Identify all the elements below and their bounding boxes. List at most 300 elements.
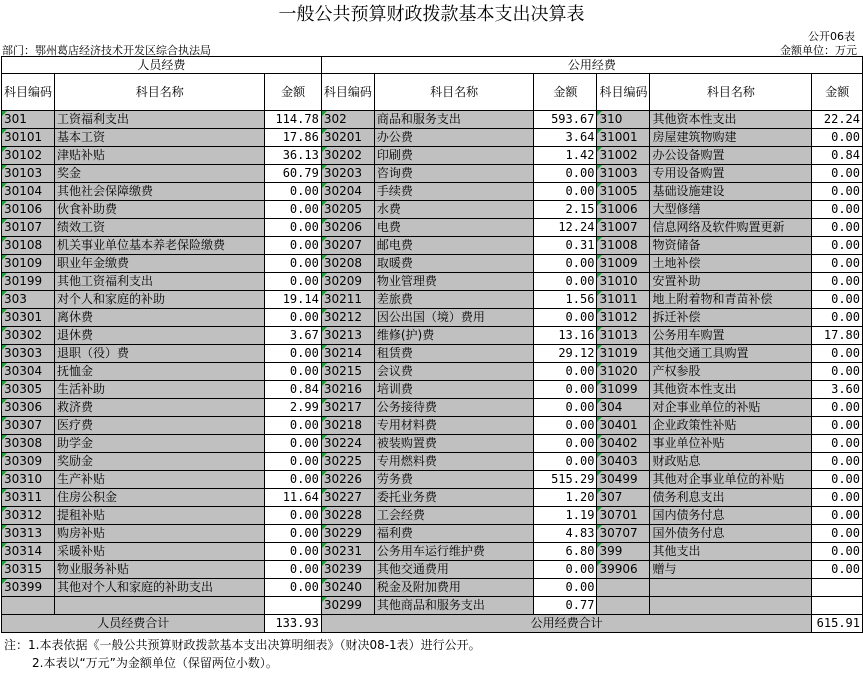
cell-name: 其他交通工具购置	[650, 345, 812, 363]
cell-amount: 0.00	[812, 561, 863, 579]
cell-amount: 0.00	[265, 471, 321, 489]
cell-amount: 4.83	[534, 525, 597, 543]
cell-code: 30207	[321, 237, 374, 255]
cell-name: 医疗费	[55, 417, 265, 435]
cell-name: 提租补贴	[55, 507, 265, 525]
cell-amount: 0.00	[265, 543, 321, 561]
cell-name: 公务用车购置	[650, 327, 812, 345]
cell-code: 31006	[597, 201, 650, 219]
cell-code: 30102	[2, 147, 55, 165]
cell-name: 会议费	[374, 363, 534, 381]
cell-amount: 0.00	[812, 183, 863, 201]
cell-amount: 0.00	[812, 543, 863, 561]
table-row	[2, 201, 863, 219]
cell-empty	[55, 597, 265, 615]
cell-name: 奖金	[55, 165, 265, 183]
cell-code: 30209	[321, 273, 374, 291]
cell-amount: 0.00	[265, 453, 321, 471]
cell-name: 其他支出	[650, 543, 812, 561]
cell-amount: 114.78	[265, 111, 321, 129]
group-header-public: 公用经费	[321, 57, 862, 74]
cell-name: 房屋建筑物购建	[650, 129, 812, 147]
group-header-personnel: 人员经费	[2, 57, 322, 74]
cell-code: 31003	[597, 165, 650, 183]
cell-empty	[597, 579, 650, 597]
cell-empty	[650, 579, 812, 597]
cell-amount: 0.00	[812, 363, 863, 381]
cell-amount: 0.00	[812, 255, 863, 273]
header-name: 科目名称	[374, 74, 534, 111]
cell-amount: 0.00	[812, 237, 863, 255]
cell-amount: 19.14	[265, 291, 321, 309]
cell-code: 31010	[597, 273, 650, 291]
cell-amount: 1.42	[534, 147, 597, 165]
cell-code: 30311	[2, 489, 55, 507]
cell-name: 其他商品和服务支出	[374, 597, 534, 615]
totals-row	[2, 615, 863, 633]
cell-name: 职业年金缴费	[55, 255, 265, 273]
cell-amount: 0.00	[265, 219, 321, 237]
cell-name: 生产补贴	[55, 471, 265, 489]
cell-name: 物业服务补贴	[55, 561, 265, 579]
cell-name: 财政贴息	[650, 453, 812, 471]
cell-code: 304	[597, 399, 650, 417]
cell-name: 事业单位补贴	[650, 435, 812, 453]
header-code: 科目编码	[2, 74, 55, 111]
cell-code: 30305	[2, 381, 55, 399]
cell-amount: 0.00	[534, 399, 597, 417]
cell-code: 31002	[597, 147, 650, 165]
cell-amount: 0.00	[265, 273, 321, 291]
cell-name: 福利费	[374, 525, 534, 543]
cell-code: 30303	[2, 345, 55, 363]
cell-name: 工会经费	[374, 507, 534, 525]
cell-amount: 17.86	[265, 129, 321, 147]
cell-name: 工资福利支出	[55, 111, 265, 129]
cell-amount: 0.00	[265, 237, 321, 255]
cell-code: 31007	[597, 219, 650, 237]
cell-code: 30701	[597, 507, 650, 525]
cell-code: 30240	[321, 579, 374, 597]
table-row	[2, 147, 863, 165]
cell-name: 其他工资福利支出	[55, 273, 265, 291]
cell-code: 30226	[321, 471, 374, 489]
cell-name: 专用燃料费	[374, 453, 534, 471]
cell-amount: 0.00	[812, 399, 863, 417]
table-row	[2, 399, 863, 417]
cell-name: 大型修缮	[650, 201, 812, 219]
cell-name: 手续费	[374, 183, 534, 201]
unit-label: 金额单位：万元	[780, 44, 857, 57]
cell-code: 30231	[321, 543, 374, 561]
note-2: 2.本表以“万元”为金额单位（保留两位小数）。	[32, 656, 278, 670]
cell-amount: 0.00	[265, 417, 321, 435]
cell-amount: 0.77	[534, 597, 597, 615]
cell-code: 30104	[2, 183, 55, 201]
cell-amount: 29.12	[534, 345, 597, 363]
cell-amount: 593.67	[534, 111, 597, 129]
cell-name: 公务接待费	[374, 399, 534, 417]
table-row	[2, 255, 863, 273]
table-row	[2, 597, 863, 615]
cell-name: 咨询费	[374, 165, 534, 183]
table-row	[2, 273, 863, 291]
cell-amount: 3.64	[534, 129, 597, 147]
cell-code: 30227	[321, 489, 374, 507]
personnel-total-value: 133.93	[265, 615, 321, 633]
cell-code: 30306	[2, 399, 55, 417]
cell-name: 其他对企事业单位的补贴	[650, 471, 812, 489]
cell-code: 30707	[597, 525, 650, 543]
cell-name: 物资储备	[650, 237, 812, 255]
cell-amount: 60.79	[265, 165, 321, 183]
cell-name: 救济费	[55, 399, 265, 417]
cell-name: 对个人和家庭的补助	[55, 291, 265, 309]
cell-code: 31012	[597, 309, 650, 327]
cell-amount: 0.00	[265, 561, 321, 579]
cell-name: 商品和服务支出	[374, 111, 534, 129]
cell-amount: 0.00	[534, 255, 597, 273]
cell-code: 30107	[2, 219, 55, 237]
table-row	[2, 381, 863, 399]
header-name: 科目名称	[55, 74, 265, 111]
cell-code: 30215	[321, 363, 374, 381]
cell-amount: 3.67	[265, 327, 321, 345]
cell-amount: 1.19	[534, 507, 597, 525]
cell-name: 劳务费	[374, 471, 534, 489]
cell-amount: 2.99	[265, 399, 321, 417]
public-total-label: 公用经费合计	[321, 615, 812, 633]
cell-amount: 0.00	[812, 345, 863, 363]
cell-name: 专用材料费	[374, 417, 534, 435]
table-row	[2, 183, 863, 201]
cell-name: 其他资本性支出	[650, 381, 812, 399]
cell-amount: 12.24	[534, 219, 597, 237]
cell-amount: 0.00	[534, 273, 597, 291]
cell-amount: 0.00	[534, 579, 597, 597]
cell-code: 30302	[2, 327, 55, 345]
cell-name: 赠与	[650, 561, 812, 579]
cell-name: 国外债务付息	[650, 525, 812, 543]
cell-amount: 1.20	[534, 489, 597, 507]
cell-empty	[812, 597, 863, 615]
cell-code: 30108	[2, 237, 55, 255]
cell-code: 31001	[597, 129, 650, 147]
cell-name: 安置补助	[650, 273, 812, 291]
cell-amount: 6.80	[534, 543, 597, 561]
cell-name: 其他资本性支出	[650, 111, 812, 129]
table-row	[2, 219, 863, 237]
cell-amount: 0.00	[812, 489, 863, 507]
cell-amount: 0.00	[265, 579, 321, 597]
cell-amount: 0.00	[812, 201, 863, 219]
cell-code: 30399	[2, 579, 55, 597]
table-row	[2, 129, 863, 147]
cell-name: 退休费	[55, 327, 265, 345]
table-row	[2, 579, 863, 597]
cell-name: 债务利息支出	[650, 489, 812, 507]
cell-name: 伙食补助费	[55, 201, 265, 219]
cell-code: 30203	[321, 165, 374, 183]
cell-amount: 515.29	[534, 471, 597, 489]
cell-name: 离休费	[55, 309, 265, 327]
cell-code: 31013	[597, 327, 650, 345]
cell-name: 机关事业单位基本养老保险缴费	[55, 237, 265, 255]
cell-code: 30313	[2, 525, 55, 543]
cell-code: 399	[597, 543, 650, 561]
cell-code: 31099	[597, 381, 650, 399]
cell-code: 303	[2, 291, 55, 309]
cell-name: 采暖补贴	[55, 543, 265, 561]
cell-name: 办公设备购置	[650, 147, 812, 165]
cell-amount: 0.00	[812, 471, 863, 489]
cell-amount: 0.00	[812, 273, 863, 291]
cell-name: 水费	[374, 201, 534, 219]
personnel-total-label: 人员经费合计	[2, 615, 265, 633]
cell-code: 30224	[321, 435, 374, 453]
cell-name: 维修(护)费	[374, 327, 534, 345]
cell-empty	[812, 579, 863, 597]
cell-amount: 0.00	[534, 183, 597, 201]
cell-code: 30229	[321, 525, 374, 543]
cell-code: 30301	[2, 309, 55, 327]
cell-name: 其他交通费用	[374, 561, 534, 579]
cell-name: 津贴补贴	[55, 147, 265, 165]
cell-name: 抚恤金	[55, 363, 265, 381]
table-row	[2, 543, 863, 561]
cell-name: 物业管理费	[374, 273, 534, 291]
header-amount: 金额	[812, 74, 863, 111]
cell-name: 信息网络及软件购置更新	[650, 219, 812, 237]
cell-code: 310	[597, 111, 650, 129]
cell-code: 31009	[597, 255, 650, 273]
cell-amount: 0.00	[534, 453, 597, 471]
cell-name: 拆迁补偿	[650, 309, 812, 327]
cell-name: 助学金	[55, 435, 265, 453]
cell-code: 30216	[321, 381, 374, 399]
expenditure-table	[1, 56, 863, 633]
cell-code: 30109	[2, 255, 55, 273]
cell-empty	[2, 597, 55, 615]
header-amount: 金额	[265, 74, 321, 111]
cell-name: 对企事业单位的补贴	[650, 399, 812, 417]
cell-name: 培训费	[374, 381, 534, 399]
cell-amount: 0.00	[265, 255, 321, 273]
cell-amount: 0.00	[812, 507, 863, 525]
cell-amount: 0.00	[265, 183, 321, 201]
department-label: 部门：鄂州葛店经济技术开发区综合执法局	[2, 44, 211, 57]
cell-name: 其他对个人和家庭的补助支出	[55, 579, 265, 597]
cell-amount: 0.84	[265, 381, 321, 399]
cell-code: 30402	[597, 435, 650, 453]
cell-name: 绩效工资	[55, 219, 265, 237]
cell-code: 30401	[597, 417, 650, 435]
cell-code: 302	[321, 111, 374, 129]
cell-amount: 0.00	[812, 435, 863, 453]
cell-code: 30106	[2, 201, 55, 219]
cell-name: 产权参股	[650, 363, 812, 381]
cell-amount: 0.00	[534, 381, 597, 399]
cell-amount: 0.31	[534, 237, 597, 255]
cell-code: 307	[597, 489, 650, 507]
header-code: 科目编码	[597, 74, 650, 111]
cell-amount: 36.13	[265, 147, 321, 165]
table-row	[2, 471, 863, 489]
header-name: 科目名称	[650, 74, 812, 111]
cell-name: 土地补偿	[650, 255, 812, 273]
cell-amount: 0.00	[812, 309, 863, 327]
table-row	[2, 561, 863, 579]
cell-code: 30499	[597, 471, 650, 489]
cell-name: 退职（役）费	[55, 345, 265, 363]
cell-code: 30206	[321, 219, 374, 237]
cell-amount: 22.24	[812, 111, 863, 129]
cell-code: 31008	[597, 237, 650, 255]
table-row	[2, 327, 863, 345]
cell-name: 奖励金	[55, 453, 265, 471]
cell-amount: 0.00	[265, 201, 321, 219]
cell-code: 30204	[321, 183, 374, 201]
cell-name: 因公出国（境）费用	[374, 309, 534, 327]
cell-amount: 0.00	[534, 561, 597, 579]
cell-code: 30299	[321, 597, 374, 615]
cell-name: 其他社会保障缴费	[55, 183, 265, 201]
table-row	[2, 345, 863, 363]
cell-code: 30225	[321, 453, 374, 471]
cell-amount: 0.00	[265, 525, 321, 543]
table-row	[2, 237, 863, 255]
cell-amount: 0.00	[534, 435, 597, 453]
cell-amount: 0.00	[812, 525, 863, 543]
cell-code: 39906	[597, 561, 650, 579]
cell-name: 住房公积金	[55, 489, 265, 507]
cell-amount: 0.00	[265, 507, 321, 525]
cell-code: 30213	[321, 327, 374, 345]
cell-amount: 1.56	[534, 291, 597, 309]
table-row	[2, 291, 863, 309]
cell-name: 国内债务付息	[650, 507, 812, 525]
table-row	[2, 363, 863, 381]
table-row	[2, 309, 863, 327]
cell-code: 31011	[597, 291, 650, 309]
cell-amount: 0.00	[812, 165, 863, 183]
cell-amount: 2.15	[534, 201, 597, 219]
public-total-value: 615.91	[812, 615, 863, 633]
cell-code: 30212	[321, 309, 374, 327]
cell-amount: 11.64	[265, 489, 321, 507]
cell-code: 30310	[2, 471, 55, 489]
cell-name: 购房补贴	[55, 525, 265, 543]
cell-amount: 0.00	[534, 165, 597, 183]
cell-code: 31005	[597, 183, 650, 201]
cell-amount: 0.00	[534, 417, 597, 435]
cell-name: 差旅费	[374, 291, 534, 309]
table-row	[2, 111, 863, 129]
cell-amount: 3.60	[812, 381, 863, 399]
cell-name: 被装购置费	[374, 435, 534, 453]
cell-name: 基本工资	[55, 129, 265, 147]
cell-code: 30205	[321, 201, 374, 219]
cell-code: 30202	[321, 147, 374, 165]
cell-code: 30309	[2, 453, 55, 471]
table-row	[2, 489, 863, 507]
note-1: 注：1.本表依据《一般公共预算财政拨款基本支出决算明细表》（财决08-1表）进行公开。	[4, 638, 481, 652]
cell-amount: 0.00	[812, 453, 863, 471]
cell-name: 办公费	[374, 129, 534, 147]
cell-code: 31019	[597, 345, 650, 363]
cell-name: 邮电费	[374, 237, 534, 255]
cell-name: 电费	[374, 219, 534, 237]
cell-name: 公务用车运行维护费	[374, 543, 534, 561]
cell-amount: 0.00	[534, 309, 597, 327]
cell-amount: 0.00	[265, 435, 321, 453]
cell-code: 30239	[321, 561, 374, 579]
cell-code: 30101	[2, 129, 55, 147]
cell-amount: 0.00	[812, 219, 863, 237]
cell-empty	[265, 597, 321, 615]
cell-code: 30199	[2, 273, 55, 291]
cell-code: 30201	[321, 129, 374, 147]
cell-code: 30312	[2, 507, 55, 525]
cell-code: 30304	[2, 363, 55, 381]
cell-name: 租赁费	[374, 345, 534, 363]
table-row	[2, 507, 863, 525]
cell-code: 30214	[321, 345, 374, 363]
form-code: 公开06表	[808, 30, 855, 43]
cell-name: 税金及附加费用	[374, 579, 534, 597]
cell-code: 30403	[597, 453, 650, 471]
cell-amount: 0.00	[534, 363, 597, 381]
table-row	[2, 435, 863, 453]
table-row	[2, 525, 863, 543]
cell-empty	[650, 597, 812, 615]
cell-code: 30218	[321, 417, 374, 435]
cell-amount: 13.16	[534, 327, 597, 345]
cell-code: 30315	[2, 561, 55, 579]
cell-code: 31020	[597, 363, 650, 381]
header-amount: 金额	[534, 74, 597, 111]
cell-name: 专用设备购置	[650, 165, 812, 183]
cell-amount: 0.84	[812, 147, 863, 165]
cell-code: 30208	[321, 255, 374, 273]
page-title: 一般公共预算财政拨款基本支出决算表	[278, 4, 585, 25]
cell-code: 30307	[2, 417, 55, 435]
cell-name: 地上附着物和青苗补偿	[650, 291, 812, 309]
cell-name: 委托业务费	[374, 489, 534, 507]
cell-empty	[597, 597, 650, 615]
cell-name: 企业政策性补贴	[650, 417, 812, 435]
cell-amount: 0.00	[265, 309, 321, 327]
table-row	[2, 165, 863, 183]
cell-amount: 0.00	[265, 363, 321, 381]
cell-code: 30217	[321, 399, 374, 417]
cell-code: 30314	[2, 543, 55, 561]
cell-name: 印刷费	[374, 147, 534, 165]
cell-code: 30308	[2, 435, 55, 453]
cell-amount: 17.80	[812, 327, 863, 345]
header-code: 科目编码	[321, 74, 374, 111]
cell-code: 30211	[321, 291, 374, 309]
cell-amount: 0.00	[812, 291, 863, 309]
cell-code: 30103	[2, 165, 55, 183]
cell-name: 取暖费	[374, 255, 534, 273]
table-row	[2, 417, 863, 435]
table-row	[2, 453, 863, 471]
cell-amount: 0.00	[265, 345, 321, 363]
cell-amount: 0.00	[812, 129, 863, 147]
cell-code: 30228	[321, 507, 374, 525]
cell-amount: 0.00	[812, 417, 863, 435]
